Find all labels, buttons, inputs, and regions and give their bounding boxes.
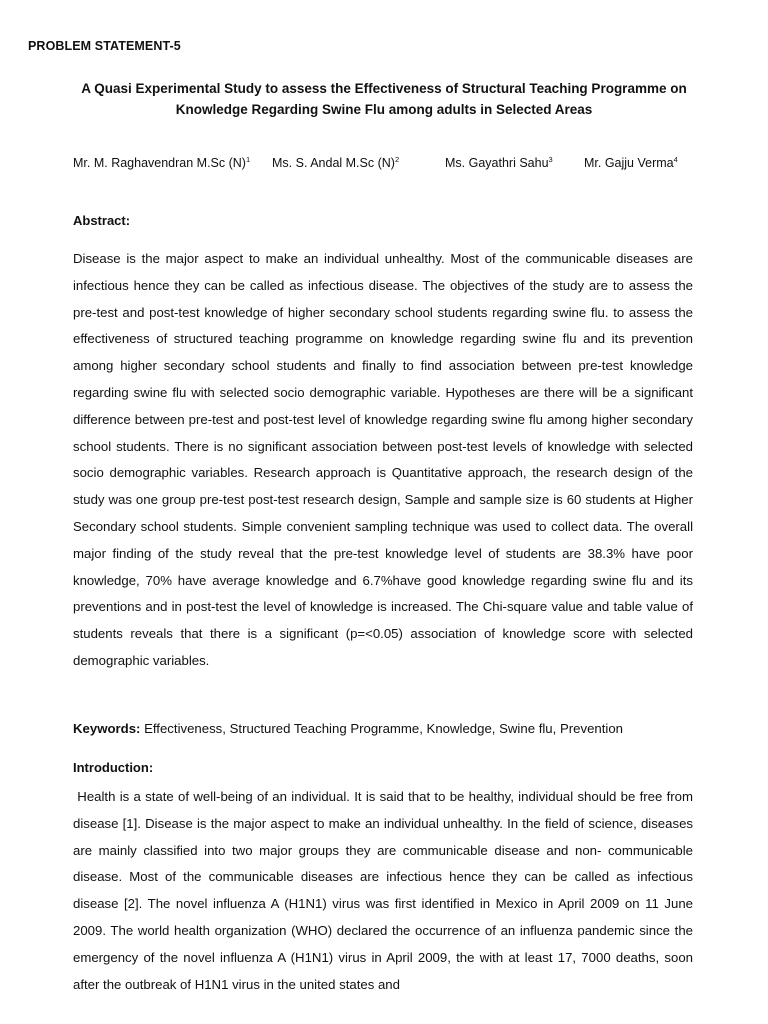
abstract-paragraph: Disease is the major aspect to make an individual unhealthy. Most of the communicable diseases are infectious hence they can be called as infectious disease. The objectives of the study are to assess the pre-test and post-test knowledge of higher secondary school students regarding swine flu. to assess the effectiveness of structured teaching programme on knowledge regarding swine flu and its prevention among higher secondary school students and finally to find association between pre-test knowledge regarding swine flu with selected socio demographic variable. Hypotheses are there will be a significant difference between pre-test and post-test level of knowledge regarding swine flu among higher secondary school students. There is no significant association between post-test levels of knowledge with selected socio demographic variables. Research approach is Quantitative approach, the research design of the study was one group pre-test post-test research design, Sample and sample size is 60 students at Higher Secondary school students. Simple convenient sampling technique was used to collect data. The overall major finding of the study reveal that the pre-test knowledge level of students are 38.3% have poor knowledge, 70% have average knowledge and 6.7%have good knowledge regarding swine flu and its preventions and in post-test the level of knowledge is increased. The Chi-square value and table value of students reveals that there is a significant (p=<0.05) association of knowledge score with selected demographic variables.	[73, 251, 693, 668]
author-affiliation: 3	[548, 155, 553, 164]
author-2	[272, 155, 399, 170]
author-affiliation: 1	[245, 155, 251, 164]
author-name: Mr. Gajju Verma	[584, 156, 674, 171]
author-3	[445, 155, 553, 170]
keywords-text: Effectiveness, Structured Teaching Programme, Knowledge, Swine flu, Prevention	[140, 721, 624, 736]
paper-title: A Quasi Experimental Study to assess the Effectiveness of Structural Teaching Programme on Knowledge Regarding Swine Flu among adults in Selected Areas	[81, 81, 687, 117]
author-affiliation: 4	[673, 155, 678, 164]
author-name: Mr. M. Raghavendran M.Sc (N)	[73, 156, 246, 171]
author-4	[584, 155, 678, 170]
keywords-label: Keywords:	[73, 721, 141, 736]
author-name: Ms. S. Andal M.Sc (N)	[272, 156, 395, 171]
author-1	[73, 155, 250, 170]
introduction-paragraph: Health is a state of well-being of an individual. It is said that to be healthy, individual should be free from disease [1]. Disease is the major aspect to make an individual unhealthy. In the field of science, diseases are mainly classified into two major groups they are communicable disease and non- communicable disease. Most of the communicable diseases are infectious hence they can be called as infectious disease [2]. The novel influenza A (H1N1) virus was first identified in Mexico in April 2009 on 11 June 2009. The world health organization (WHO) declared the occurrence of an influenza pandemic since the emergency of the novel influenza A (H1N1) virus in April 2009, the with at least 17, 7000 deaths, soon after the outbreak of H1N1 virus in the united states and	[73, 789, 697, 992]
introduction-heading: Introduction:	[73, 760, 154, 775]
abstract-heading: Abstract:	[73, 213, 131, 228]
author-name: Ms. Gayathri Sahu	[445, 156, 549, 171]
keywords-line	[73, 721, 693, 736]
problem-statement-label: PROBLEM STATEMENT-5	[28, 39, 181, 53]
author-affiliation: 2	[394, 155, 400, 164]
